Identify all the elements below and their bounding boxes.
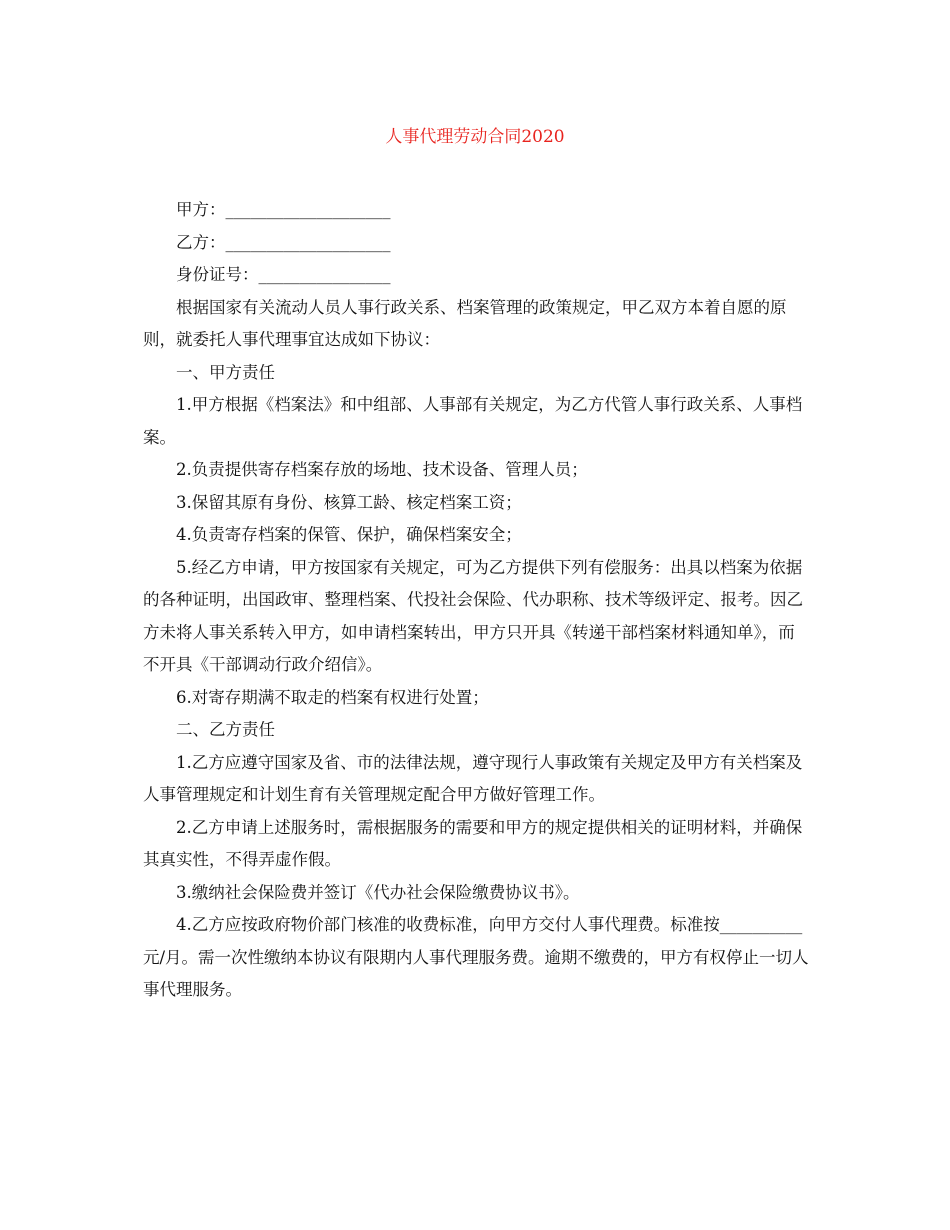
id-line [143, 259, 809, 292]
party-a-duty-1: 1.甲方根据《档案法》和中组部、人事部有关规定，为乙方代管人事行政关系、人事档案。 [143, 395, 803, 447]
party-a-label: 甲方： [176, 200, 226, 219]
party-a-duty-4: 4.负责寄存档案的保管、保护，确保档案安全； [176, 525, 522, 544]
party-b-duty-4 [143, 909, 809, 1007]
party-a-duty-3: 3.保留其原有身份、核算工龄、核定档案工资； [176, 492, 522, 512]
party-b-duty-2: 2.乙方申请上述服务时，需根据服务的需要和甲方的规定提供相关的证明材料，并确保其真实性，不得弄虚作假。 [143, 817, 803, 869]
party-b-duty-3: 3.缴纳社会保险费并签订《代办社会保险缴费协议书》。 [176, 882, 580, 902]
party-b-blank: ____________________ [225, 232, 391, 252]
fee-blank: __________ [719, 915, 803, 934]
party-b-line [143, 227, 809, 260]
party-a-blank: ____________________ [225, 200, 391, 219]
section1-heading: 一、甲方责任 [176, 362, 275, 382]
document-title: 人事代理劳动合同2020 [385, 127, 565, 147]
id-label: 身份证号： [176, 265, 259, 284]
party-a-duty-6: 6.对寄存期满不取走的档案有权进行处置； [176, 687, 489, 707]
party-a-duty-5: 5.经乙方申请，甲方按国家有关规定，可为乙方提供下列有偿服务：出具以档案为依据的各种证明，出国政审、整理档案、代投社会保险、代办职称、技术等级评定、报考。因乙方未将人事关系转入甲方，如申请档案转出，甲方只开具《转递干部档案材料通知单》，而不开具《干部调动行政介绍信》。 [143, 557, 803, 674]
intro-paragraph: 根据国家有关流动人员人事行政关系、档案管理的政策规定，甲乙双方本着自愿的原则，就委托人事代理事宜达成如下协议： [143, 297, 787, 349]
party-b-duty-1: 1.乙方应遵守国家及省、市的法律法规，遵守现行人事政策有关规定及甲方有关档案及人事管理规定和计划生育有关管理规定配合甲方做好管理工作。 [143, 752, 803, 804]
party-b-duty-4-part2: 元/月。需一次性缴纳本协议有限期内人事代理服务费。逾期不缴费的，甲方有权停止一切人事代理服务。 [143, 947, 809, 999]
party-b-duty-4-part1: 4.乙方应按政府物价部门核准的收费标准，向甲方交付人事代理费。标准按 [176, 915, 720, 934]
party-a-duty-2: 2.负责提供寄存档案存放的场地、技术设备、管理人员； [176, 460, 588, 479]
section2-heading: 二、乙方责任 [176, 720, 275, 739]
party-b-label: 乙方： [176, 232, 226, 252]
id-blank: ________________ [258, 265, 391, 284]
party-a-line [143, 194, 809, 227]
document-body [143, 194, 809, 1007]
